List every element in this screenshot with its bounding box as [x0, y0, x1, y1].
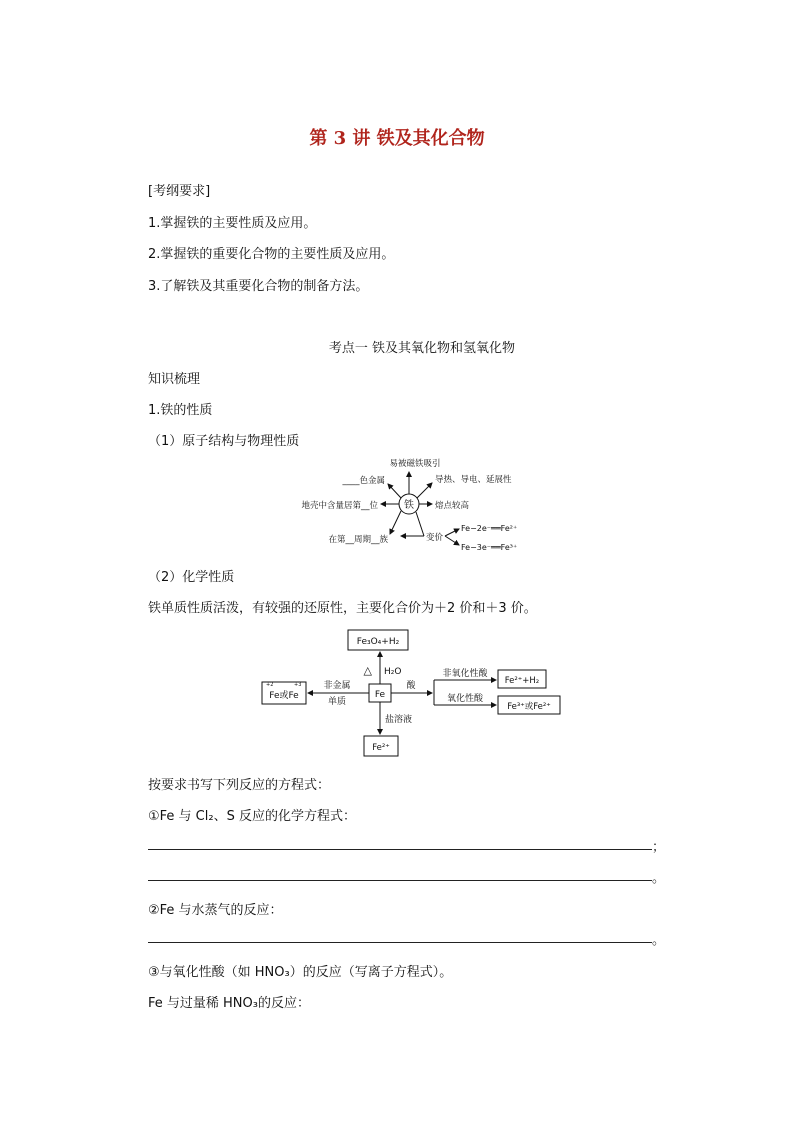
iron-reactions-diagram	[258, 626, 564, 760]
exercise-question: ②Fe 与水蒸气的反应：	[148, 903, 283, 918]
product-box-bottom: Fe²⁺	[372, 743, 390, 753]
reagent-nonoxidizing-acid: 非氧化性酸	[442, 669, 488, 679]
property-valence: 变价	[426, 533, 444, 543]
property-period: 在第__周期__族	[328, 535, 388, 545]
blank-end-punct: ；	[652, 840, 666, 855]
property-abundance: 地壳中含量居第__位	[301, 501, 378, 511]
product-box-left: Fe或Fe	[269, 691, 299, 701]
blank-end-punct: 。	[652, 933, 666, 948]
product-box-lower-right: Fe³⁺或Fe²⁺	[507, 702, 551, 712]
reagent-water: H₂O	[384, 667, 402, 677]
valence-equation-2: Fe−3e⁻══Fe³⁺	[461, 543, 518, 552]
property-conductivity: 导热、导电、延展性	[435, 475, 512, 485]
fe-center-label: Fe	[374, 690, 386, 700]
blank-end-punct: 。	[652, 871, 666, 886]
heat-symbol: △	[363, 664, 372, 677]
reagent-acid: 酸	[406, 681, 416, 691]
exercise-question: ③与氧化性酸（如 HNO₃）的反应（写离子方程式）。	[148, 965, 453, 980]
valence-plus2: +2	[266, 682, 274, 688]
section-label: 知识梳理	[148, 372, 201, 387]
iron-center-label: 铁	[404, 500, 414, 511]
requirements-heading: [考纲要求]	[148, 184, 211, 199]
iron-properties-diagram	[280, 452, 570, 554]
answer-blank[interactable]	[148, 942, 652, 943]
answer-blank[interactable]	[148, 880, 652, 881]
reagent-nonmetal-2: 单质	[327, 697, 347, 707]
reagent-salt-solution: 盐溶液	[385, 715, 413, 725]
reagent-nonmetal: 非金属	[323, 681, 351, 691]
subsection-title: （2）化学性质	[148, 570, 235, 585]
subsection-title: （1）原子结构与物理性质	[148, 434, 300, 449]
product-box-upper-right: Fe²⁺+H₂	[504, 676, 540, 686]
valence-equation-1: Fe−2e⁻══Fe²⁺	[461, 524, 518, 533]
valence-plus3: +3	[294, 682, 302, 688]
subsection-title: 1.铁的性质	[148, 403, 213, 418]
exercise-intro: 按要求书写下列反应的方程式：	[148, 778, 331, 793]
reagent-oxidizing-acid: 氧化性酸	[446, 694, 484, 704]
page-title: 第 3 讲 铁及其化合物	[309, 128, 485, 149]
requirement-item: 1.掌握铁的主要性质及应用。	[148, 216, 317, 231]
section-title: 考点一 铁及其氧化物和氢氧化物	[328, 341, 516, 356]
property-magnetic: 易被磁铁吸引	[389, 459, 441, 469]
product-box-top: Fe₃O₄+H₂	[356, 637, 400, 647]
requirement-item: 3.了解铁及其重要化合物的制备方法。	[148, 279, 369, 294]
chemical-property-desc: 铁单质性质活泼，有较强的还原性，主要化合价为＋2 价和＋3 价。	[148, 601, 537, 616]
property-melting-point: 熔点较高	[435, 501, 470, 511]
exercise-question: Fe 与过量稀 HNO₃的反应：	[148, 996, 310, 1011]
exercise-question: ①Fe 与 Cl₂、S 反应的化学方程式：	[148, 809, 356, 824]
requirement-item: 2.掌握铁的重要化合物的主要性质及应用。	[148, 247, 395, 262]
property-color: ____色金属	[342, 476, 385, 486]
answer-blank[interactable]	[148, 849, 652, 850]
